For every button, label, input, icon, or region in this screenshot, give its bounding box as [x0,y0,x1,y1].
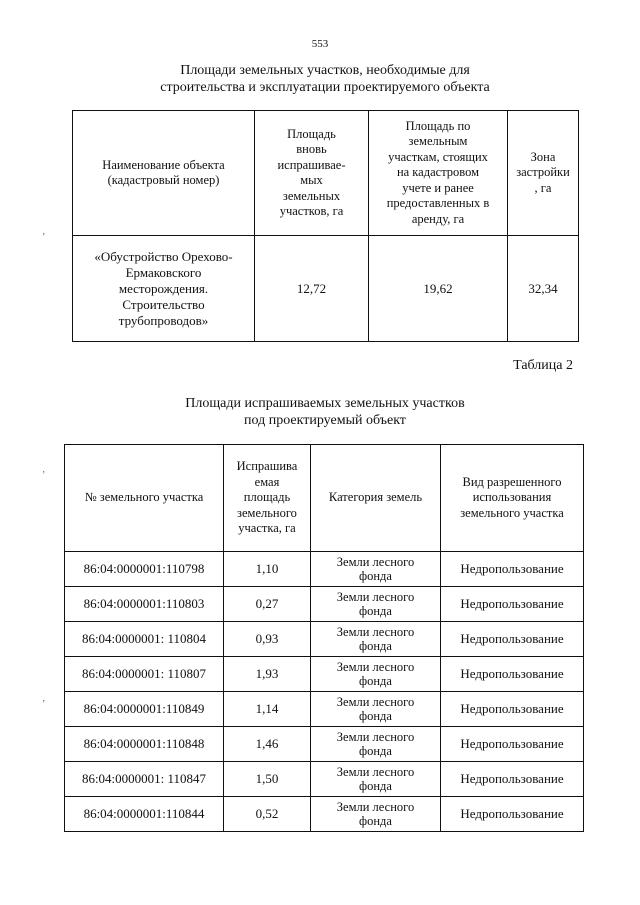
zone-cell: 32,34 [508,236,579,342]
table-row [73,236,579,342]
area-cell: 1,50 [224,762,311,797]
header-line: на кадастровом [396,165,480,180]
cell-line: Ермаковского [125,264,202,280]
use-cell: Недропользование [441,762,584,797]
category-cell [311,762,441,797]
table1-title [90,62,560,96]
parcel-number-cell: 86:04:0000001: 110847 [65,762,224,797]
land-area-table [72,110,579,342]
cell-line: фонда [359,569,392,583]
new-area-cell: 12,72 [255,236,369,342]
table-label: Таблица 2 [513,358,573,373]
cell-line: «Обустройство Орехово- [94,248,233,264]
table-row [65,692,584,727]
category-cell [311,797,441,832]
table1-header-row [73,111,579,236]
header-line: земельных [282,188,341,203]
use-cell: Недропользование [441,692,584,727]
parcel-number-cell: 86:04:0000001: 110804 [65,622,224,657]
cell-line: фонда [359,744,392,758]
use-cell: Недропользование [441,657,584,692]
header-line: участкам, стоящих [388,149,488,164]
header-new-area [255,111,369,236]
parcel-number-cell: 86:04:0000001:110848 [65,727,224,762]
header-line: , га [534,180,552,195]
header-line: Вид разрешенного [462,474,562,489]
use-cell: Недропользование [441,552,584,587]
area-cell: 0,93 [224,622,311,657]
parcel-number-cell: 86:04:0000001:110844 [65,797,224,832]
table-row [65,622,584,657]
header-leased-area [369,111,508,236]
category-cell [311,692,441,727]
cell-line: Земли лесного [336,660,415,674]
header-line: емая [254,474,280,489]
cell-line: Земли лесного [336,555,415,569]
parcel-number-cell: 86:04:0000001:110849 [65,692,224,727]
cell-line: Земли лесного [336,730,415,744]
table-row [65,587,584,622]
area-cell: 1,46 [224,727,311,762]
header-line: земельного участка [460,505,564,520]
header-parcel-number: № земельного участка [65,445,224,552]
header-line: испрашивае- [277,157,346,172]
header-line: застройки [516,165,570,180]
header-land-category: Категория земель [311,445,441,552]
header-line: аренду, га [411,211,465,226]
cell-line: месторождения. [118,280,209,296]
header-line: Испрашива [236,459,298,474]
use-cell: Недропользование [441,797,584,832]
area-cell: 0,27 [224,587,311,622]
cell-line: фонда [359,639,392,653]
page-number: 553 [311,38,329,50]
leased-area-cell: 19,62 [369,236,508,342]
cell-line: Земли лесного [336,765,415,779]
category-cell [311,727,441,762]
header-line: вновь [296,142,327,156]
header-line: учете и ранее [402,180,474,195]
table1-title-line: Площади земельных участков, необходимые для [180,63,470,78]
cell-line: фонда [359,814,392,828]
cell-line: Земли лесного [336,625,415,639]
header-object-name [73,111,255,236]
cell-line: Строительство [122,296,205,312]
margin-mark: ’ [42,232,46,243]
requested-parcels-table [64,444,584,832]
table2-header-row [65,445,584,552]
header-line: Наименование объекта [102,157,225,172]
parcel-number-cell: 86:04:0000001:110798 [65,552,224,587]
header-permitted-use [441,445,584,552]
header-requested-area [224,445,311,552]
category-cell [311,622,441,657]
cell-line: Земли лесного [336,800,415,814]
parcel-number-cell: 86:04:0000001:110803 [65,587,224,622]
header-line: использования [472,490,552,505]
header-line: земельным [408,134,468,149]
table2-title-line: Площади испрашиваемых земельных участков [185,396,465,411]
table-row [65,762,584,797]
header-line: Площадь по [405,118,471,133]
table2-title-line: под проектируемый объект [244,413,406,428]
cell-line: Земли лесного [336,695,415,709]
cell-line: фонда [359,779,392,793]
area-cell: 1,14 [224,692,311,727]
table-row [65,657,584,692]
use-cell: Недропользование [441,727,584,762]
table1-title-line: строительства и эксплуатации проектируемого объекта [160,80,490,95]
use-cell: Недропользование [441,622,584,657]
area-cell: 1,10 [224,552,311,587]
object-name-cell [73,236,255,342]
header-line: участков, га [279,204,344,218]
table-row [65,552,584,587]
header-line: земельного [237,505,297,520]
margin-mark: ’ [42,470,46,481]
header-line: предоставленных в [386,196,490,211]
header-zone [508,111,579,236]
table-row [65,797,584,832]
use-cell: Недропользование [441,587,584,622]
table2-title [90,395,560,429]
margin-mark: ’ [42,699,46,710]
parcel-number-cell: 86:04:0000001: 110807 [65,657,224,692]
header-line: мых [300,173,323,187]
category-cell [311,552,441,587]
area-cell: 1,93 [224,657,311,692]
header-line: площадь [243,490,291,505]
header-line: участка, га [238,521,296,536]
cell-line: фонда [359,709,392,723]
cell-line: Земли лесного [336,590,415,604]
header-line: Площадь [287,126,336,141]
category-cell [311,657,441,692]
header-line: Зона [530,149,556,164]
cell-line: трубопроводов» [118,312,209,328]
header-line: (кадастровый номер) [107,173,220,187]
category-cell [311,587,441,622]
area-cell: 0,52 [224,797,311,832]
cell-line: фонда [359,604,392,618]
table-row [65,727,584,762]
cell-line: фонда [359,674,392,688]
